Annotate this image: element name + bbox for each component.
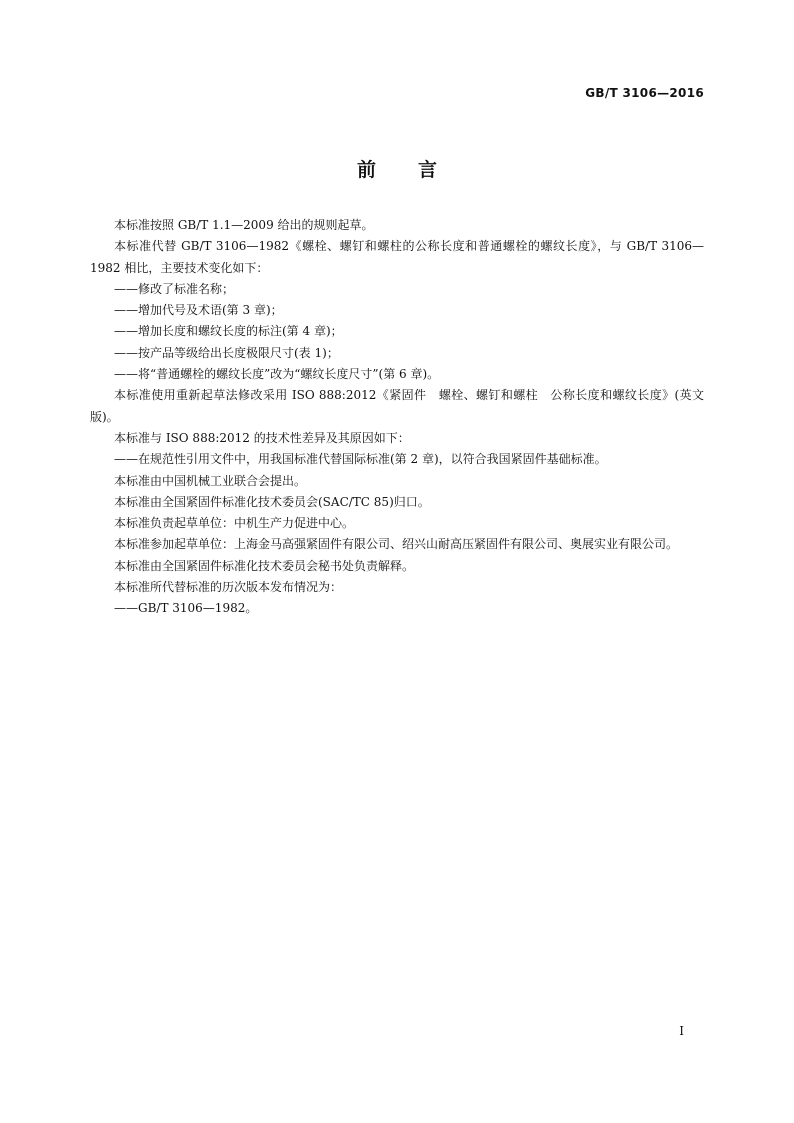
paragraph: 本标准负责起草单位：中机生产力促进中心。	[114, 516, 355, 531]
paragraph: 本标准按照 GB/T 1.1—2009 给出的规则起草。	[114, 218, 374, 232]
standard-number: GB/T 3106—2016	[585, 86, 704, 100]
paragraph: 本标准参加起草单位：上海金马高强紧固件有限公司、绍兴山耐高压紧固件有限公司、奥展实业有限公司。	[114, 537, 679, 552]
paragraph: 本标准由中国机械工业联合会提出。	[114, 473, 307, 488]
list-item: ——GB/T 3106—1982。	[114, 601, 258, 616]
list-item: ——按产品等级给出长度极限尺寸(表 1)；	[114, 345, 339, 360]
page-title: 前言	[356, 159, 479, 181]
list-item: ——将“普通螺栓的螺纹长度”改为“螺纹长度尺寸”(第 6 章)。	[114, 367, 440, 382]
paragraph: 本标准由全国紧固件标准化技术委员会(SAC/TC 85)归口。	[114, 494, 430, 509]
paragraph: 本标准使用重新起草法修改采用 ISO 888:2012《紧固件 螺栓、螺钉和螺柱 公称长度和螺纹长度》(英文版)。	[90, 388, 704, 424]
list-item: ——在规范性引用文件中，用我国标准代替国际标准(第 2 章)，以符合我国紧固件基础标准。	[114, 452, 607, 467]
page-number: I	[679, 1024, 684, 1038]
paragraph: 本标准与 ISO 888:2012 的技术性差异及其原因如下：	[114, 430, 410, 445]
foreword-body	[90, 215, 704, 620]
paragraph: 本标准代替 GB/T 3106—1982《螺栓、螺钉和螺柱的公称长度和普通螺栓的螺纹长度》，与 GB/T 3106—1982 相比，主要技术变化如下：	[90, 239, 704, 275]
paragraph: 本标准由全国紧固件标准化技术委员会秘书处负责解释。	[114, 558, 415, 573]
list-item: ——修改了标准名称；	[114, 281, 235, 296]
list-item: ——增加长度和螺纹长度的标注(第 4 章)；	[114, 324, 343, 339]
paragraph: 本标准所代替标准的历次版本发布情况为：	[114, 580, 343, 595]
list-item: ——增加代号及术语(第 3 章)；	[114, 303, 283, 318]
